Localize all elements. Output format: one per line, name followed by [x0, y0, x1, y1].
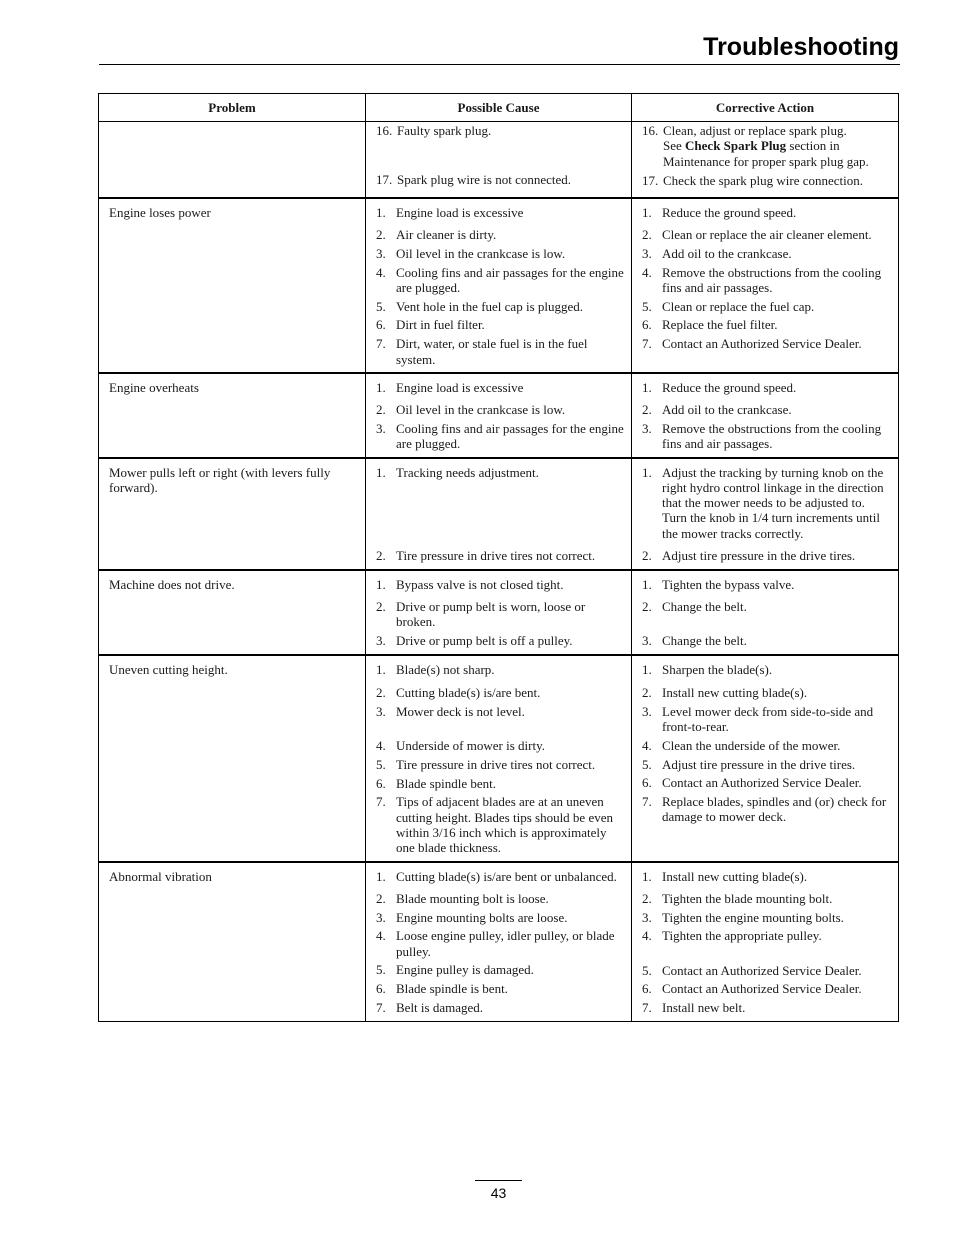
list-item — [376, 548, 625, 563]
item-number: 5. — [642, 298, 652, 314]
action-cell — [632, 373, 899, 458]
item-number: 2. — [642, 402, 652, 418]
item-text: Blade(s) not sharp. — [396, 661, 495, 677]
item-text: Engine pulley is damaged. — [396, 962, 534, 978]
problem-cell: Engine loses power — [99, 198, 366, 373]
item-number: 3. — [642, 703, 652, 719]
problem-cell: Engine overheats — [99, 373, 366, 458]
item-number: 4. — [642, 737, 652, 753]
item-number: 16. — [642, 123, 659, 138]
item-text: Change the belt. — [662, 633, 747, 649]
action-cell — [632, 122, 899, 198]
item-text: Cutting blade(s) is/are bent. — [396, 684, 541, 700]
item-text: Clean or replace the air cleaner element. — [662, 226, 872, 242]
list-item — [642, 205, 892, 220]
item-number: 1. — [642, 661, 652, 677]
list-item — [642, 757, 892, 772]
list-item — [376, 776, 625, 791]
list-item — [642, 421, 892, 452]
list-item — [376, 685, 625, 700]
list-item — [642, 775, 892, 790]
item-text: Tighten the appropriate pulley. — [662, 928, 822, 944]
action-cell — [632, 458, 899, 570]
item-text: Tighten the bypass valve. — [662, 576, 795, 592]
list-item — [642, 662, 892, 677]
item-number: 1. — [376, 868, 386, 884]
item-text: Replace blades, spindles and (or) check for damage to mower deck. — [662, 794, 887, 825]
item-text: Mower deck is not level. — [396, 703, 525, 719]
header-corrective-action: Corrective Action — [632, 94, 899, 122]
list-item — [376, 299, 625, 314]
header-problem: Problem — [99, 94, 366, 122]
item-text: Check the spark plug wire connection. — [663, 172, 863, 188]
item-text: Air cleaner is dirty. — [396, 226, 497, 242]
cause-cell — [366, 458, 632, 570]
list-item — [376, 465, 625, 480]
item-number: 2. — [376, 890, 386, 906]
item-text: Contact an Authorized Service Dealer. — [662, 336, 862, 352]
item-number: 5. — [376, 756, 386, 772]
item-number: 7. — [376, 336, 386, 352]
list-item — [376, 172, 625, 187]
list-item — [642, 465, 892, 541]
item-number: 2. — [376, 402, 386, 418]
list-item — [376, 928, 625, 959]
item-text: Tighten the blade mounting bolt. — [662, 890, 833, 906]
item-number: 1. — [642, 576, 652, 592]
list-item — [642, 577, 892, 592]
item-number: 1. — [642, 204, 652, 220]
item-text: Remove the obstructions from the cooling fins and air passages. — [662, 420, 882, 452]
list-item — [642, 402, 892, 417]
list-item — [376, 704, 625, 719]
item-number: 6. — [642, 775, 652, 791]
problem-cell: Abnormal vibration — [99, 862, 366, 1022]
item-text: Faulty spark plug. — [397, 123, 492, 138]
item-number: 2. — [642, 598, 652, 614]
list-item — [642, 1000, 892, 1015]
item-number: 2. — [376, 548, 386, 564]
list-item — [642, 891, 892, 906]
table-row — [99, 198, 899, 373]
item-number: 3. — [642, 633, 652, 649]
item-text: Tips of adjacent blades are at an uneven cutting height. Blades tips should be even within 3/16 inch which is approximately one blade thickness. — [396, 794, 613, 856]
list-item — [376, 891, 625, 906]
list-item — [376, 205, 625, 220]
item-text: Install new cutting blade(s). — [662, 684, 808, 700]
section-reference: Check Spark Plug — [685, 138, 787, 154]
item-text: Tighten the engine mounting bolts. — [662, 909, 844, 925]
item-number: 7. — [376, 1000, 386, 1016]
list-item — [376, 794, 625, 855]
list-item — [376, 757, 625, 772]
item-text: Dirt, water, or stale fuel is in the fuel system. — [396, 336, 588, 367]
item-text: Belt is damaged. — [396, 1000, 484, 1016]
list-item — [376, 227, 625, 242]
item-number: 17. — [376, 171, 393, 187]
item-number: 4. — [376, 928, 386, 944]
cause-cell — [366, 122, 632, 198]
item-number: 5. — [642, 756, 652, 772]
item-text: Add oil to the crankcase. — [662, 245, 792, 261]
action-cell — [632, 570, 899, 655]
item-number: 6. — [642, 981, 652, 997]
list-item — [642, 928, 892, 943]
item-text: Install new cutting blade(s). — [662, 868, 808, 884]
table-row — [99, 373, 899, 458]
list-item — [642, 336, 892, 351]
item-text: Remove the obstructions from the cooling fins and air passages. — [662, 264, 882, 295]
item-text: Tire pressure in drive tires not correct. — [396, 756, 596, 772]
problem-cell — [99, 122, 366, 198]
item-number: 3. — [376, 245, 386, 261]
item-number: 2. — [376, 598, 386, 614]
page-number: 43 — [490, 1185, 507, 1201]
list-item — [642, 738, 892, 753]
item-number: 3. — [642, 420, 652, 436]
list-item — [376, 123, 625, 138]
item-number: 1. — [642, 379, 652, 395]
list-item — [642, 981, 892, 996]
item-number: 2. — [642, 226, 652, 242]
title-rule — [99, 64, 900, 65]
item-number: 3. — [376, 703, 386, 719]
item-number: 16. — [376, 123, 393, 138]
item-text: Oil level in the crankcase is low. — [396, 402, 566, 418]
item-number: 7. — [376, 794, 386, 810]
item-number: 3. — [376, 633, 386, 649]
list-item — [376, 910, 625, 925]
problem-cell: Uneven cutting height. — [99, 655, 366, 862]
item-text: Install new belt. — [662, 1000, 746, 1016]
list-item — [376, 981, 625, 996]
page-title: Troubleshooting — [703, 33, 899, 61]
item-text: Engine load is excessive — [396, 204, 524, 220]
item-text: Blade spindle is bent. — [396, 981, 508, 997]
item-text: Engine load is excessive — [396, 379, 524, 395]
item-text: Cutting blade(s) is/are bent or unbalanced. — [396, 868, 617, 884]
item-number: 2. — [376, 684, 386, 700]
problem-cell: Machine does not drive. — [99, 570, 366, 655]
item-text: Vent hole in the fuel cap is plugged. — [396, 298, 584, 314]
action-cell — [632, 655, 899, 862]
item-number: 2. — [642, 684, 652, 700]
item-number: 1. — [642, 868, 652, 884]
item-text: Change the belt. — [662, 598, 747, 614]
problem-cell: Mower pulls left or right (with levers fully forward). — [99, 458, 366, 570]
item-text: Tire pressure in drive tires not correct. — [396, 548, 596, 564]
list-item — [376, 633, 625, 648]
item-number: 7. — [642, 794, 652, 810]
item-number: 1. — [376, 661, 386, 677]
list-item — [376, 402, 625, 417]
item-text: Cooling fins and air passages for the engine are plugged. — [396, 420, 624, 452]
item-text: Replace the fuel filter. — [662, 317, 778, 333]
item-number: 4. — [642, 264, 652, 280]
list-item — [376, 1000, 625, 1015]
item-text: Underside of mower is dirty. — [396, 737, 545, 753]
item-text: Clean, adjust or replace spark plug. See Check Spark Plug section in Maintenance for proper spark plug gap. — [663, 123, 869, 169]
table-row — [99, 655, 899, 862]
item-number: 6. — [642, 317, 652, 333]
item-number: 1. — [376, 379, 386, 395]
header-possible-cause: Possible Cause — [366, 94, 632, 122]
item-number: 6. — [376, 317, 386, 333]
item-text: Contact an Authorized Service Dealer. — [662, 962, 862, 978]
item-number: 5. — [642, 962, 652, 978]
list-item — [642, 265, 892, 296]
list-item — [642, 317, 892, 332]
list-item — [376, 336, 625, 367]
item-text: Drive or pump belt is worn, loose or broken. — [396, 598, 586, 630]
item-text: Contact an Authorized Service Dealer. — [662, 981, 862, 997]
cause-cell — [366, 373, 632, 458]
list-item — [376, 380, 625, 395]
list-item — [642, 380, 892, 395]
list-item — [376, 265, 625, 296]
item-number: 2. — [642, 890, 652, 906]
item-text: Spark plug wire is not connected. — [397, 171, 572, 187]
item-text: Level mower deck from side-to-side and front-to-rear. — [662, 703, 874, 734]
list-item — [376, 738, 625, 753]
list-item — [376, 869, 625, 884]
item-text: Blade spindle bent. — [396, 775, 497, 791]
list-item — [642, 704, 892, 735]
list-item — [642, 869, 892, 884]
item-text: Adjust tire pressure in the drive tires. — [662, 756, 856, 772]
item-number: 5. — [376, 298, 386, 314]
list-item — [376, 246, 625, 261]
item-number: 2. — [376, 226, 386, 242]
item-number: 4. — [642, 928, 652, 944]
item-text: Adjust tire pressure in the drive tires. — [662, 548, 856, 564]
item-number: 3. — [376, 420, 386, 436]
item-text: Bypass valve is not closed tight. — [396, 576, 564, 592]
list-item — [642, 910, 892, 925]
item-text: Reduce the ground speed. — [662, 204, 797, 220]
list-item — [376, 662, 625, 677]
item-number: 4. — [376, 737, 386, 753]
action-cell — [632, 862, 899, 1022]
item-text: Contact an Authorized Service Dealer. — [662, 775, 862, 791]
item-text: Clean or replace the fuel cap. — [662, 298, 815, 314]
list-item — [642, 633, 892, 648]
item-text: Loose engine pulley, idler pulley, or blade pulley. — [396, 928, 615, 959]
list-item — [376, 421, 625, 452]
footer-rule — [475, 1180, 522, 1181]
item-number: 1. — [642, 464, 652, 480]
item-number: 2. — [642, 548, 652, 564]
item-text: Engine mounting bolts are loose. — [396, 909, 568, 925]
cause-cell — [366, 198, 632, 373]
list-item — [642, 599, 892, 614]
cause-cell — [366, 570, 632, 655]
list-item — [642, 548, 892, 563]
list-item — [376, 962, 625, 977]
item-number: 1. — [376, 204, 386, 220]
item-number: 6. — [376, 775, 386, 791]
list-item — [642, 685, 892, 700]
list-item — [642, 246, 892, 261]
table-header-row — [99, 94, 899, 122]
item-text: Reduce the ground speed. — [662, 379, 797, 395]
item-text: Oil level in the crankcase is low. — [396, 245, 566, 261]
item-text: Clean the underside of the mower. — [662, 737, 841, 753]
item-number: 17. — [642, 172, 659, 188]
list-item — [376, 577, 625, 592]
item-number: 7. — [642, 1000, 652, 1016]
cause-cell — [366, 655, 632, 862]
list-item — [376, 599, 625, 630]
item-number: 3. — [642, 909, 652, 925]
list-item — [642, 794, 892, 825]
item-text: Tracking needs adjustment. — [396, 464, 539, 480]
item-number: 5. — [376, 962, 386, 978]
table-row — [99, 458, 899, 570]
item-number: 7. — [642, 336, 652, 352]
item-text: Adjust the tracking by turning knob on the right hydro control linkage in the direction that the mower needs to be adjusted to. Turn the knob in 1/4 turn increments until the mower tracks correctly. — [662, 464, 884, 541]
item-number: 3. — [376, 909, 386, 925]
item-number: 1. — [376, 576, 386, 592]
item-number: 3. — [642, 245, 652, 261]
item-text: Add oil to the crankcase. — [662, 402, 792, 418]
table-row — [99, 570, 899, 655]
list-item — [376, 317, 625, 332]
list-item — [642, 123, 892, 169]
table-row — [99, 122, 899, 198]
list-item — [642, 963, 892, 978]
item-text: Dirt in fuel filter. — [396, 317, 485, 333]
item-text: Cooling fins and air passages for the engine are plugged. — [396, 264, 624, 295]
action-cell — [632, 198, 899, 373]
item-number: 4. — [376, 264, 386, 280]
item-text: Blade mounting bolt is loose. — [396, 890, 549, 906]
list-item — [642, 173, 892, 188]
item-text: Drive or pump belt is off a pulley. — [396, 633, 573, 649]
table-row — [99, 862, 899, 1022]
cause-cell — [366, 862, 632, 1022]
item-text: Sharpen the blade(s). — [662, 661, 773, 677]
troubleshooting-table — [98, 93, 899, 1022]
item-number: 6. — [376, 981, 386, 997]
list-item — [642, 227, 892, 242]
item-number: 1. — [376, 464, 386, 480]
list-item — [642, 299, 892, 314]
